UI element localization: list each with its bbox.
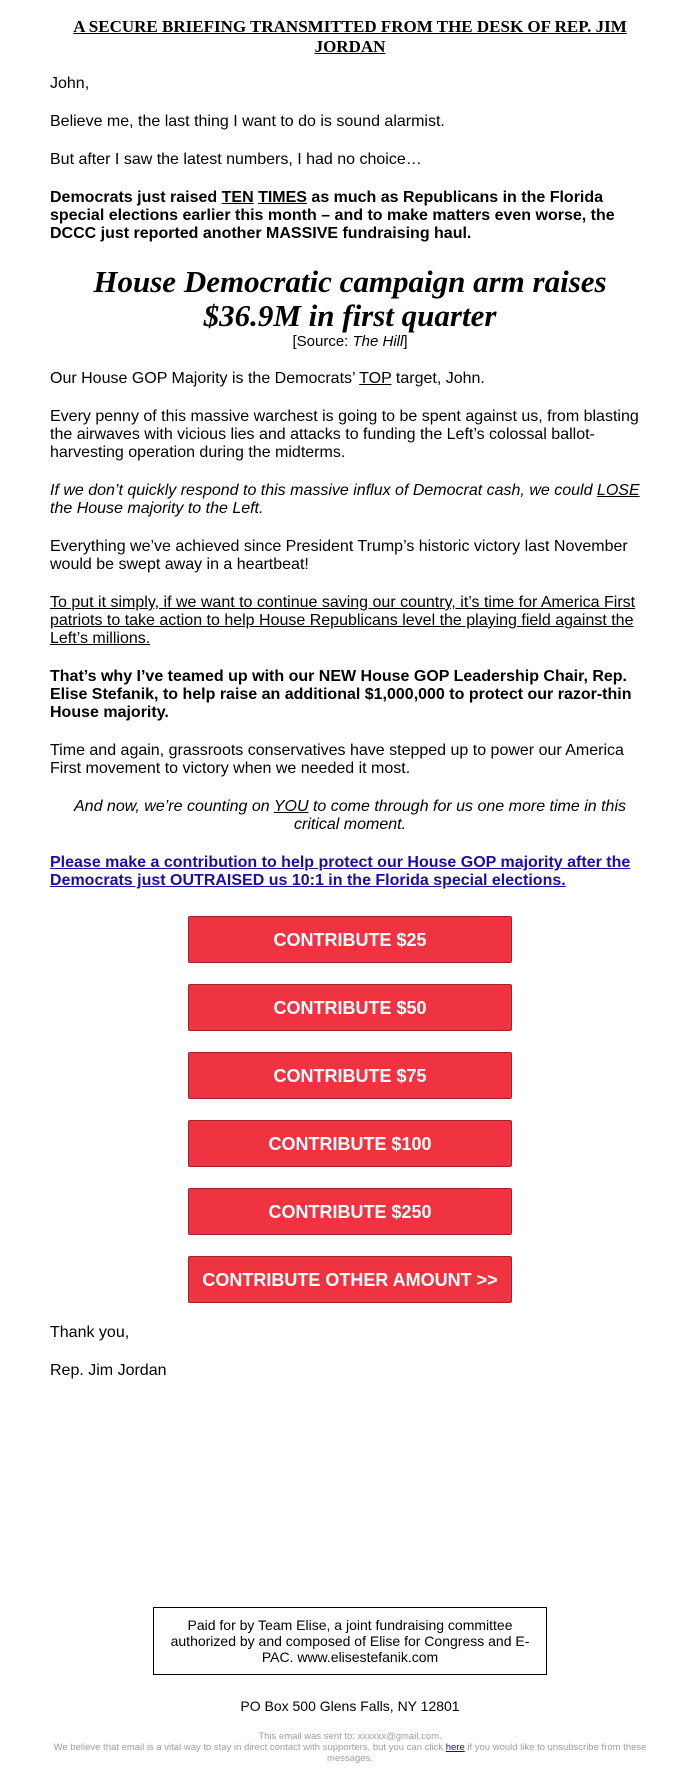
contribution-buttons	[50, 916, 650, 1303]
headline-source	[50, 333, 650, 350]
ten-emphasis: TEN	[221, 189, 254, 206]
top-target-lead: Our House GOP Majority is the Democrats’	[50, 370, 360, 387]
counting-lead: And now, we’re counting on	[74, 798, 274, 815]
contribute-250-button[interactable]: CONTRIBUTE $250	[188, 1188, 512, 1235]
mailing-address: PO Box 500 Glens Falls, NY 12801	[240, 1698, 460, 1714]
contribute-25-button[interactable]: CONTRIBUTE $25	[188, 916, 512, 963]
paragraph-counting-on-you	[50, 798, 650, 834]
lose-rest: the House majority to the Left.	[50, 500, 264, 517]
paragraph-intro: Believe me, the last thing I want to do is sound alarmist.	[50, 113, 445, 130]
contribute-50-button[interactable]: CONTRIBUTE $50	[188, 984, 512, 1031]
news-headline: House Democratic campaign arm raises $36.9M in first quarter	[93, 264, 607, 333]
contribute-100-button[interactable]: CONTRIBUTE $100	[188, 1120, 512, 1167]
unsubscribe-notice	[50, 1742, 650, 1764]
paragraph-top-target	[50, 370, 650, 388]
email-body	[50, 0, 650, 1380]
times-emphasis: TIMES	[258, 189, 307, 206]
lose-lead: If we don’t quickly respond to this massive influx of Democrat cash, we could	[50, 482, 597, 499]
unsubscribe-lead: We believe that email is a vital way to stay in direct contact with supporters, but you can click	[53, 1742, 446, 1753]
paragraph-ten-times	[50, 189, 650, 243]
paragraph-grassroots: Time and again, grassroots conservatives have stepped up to power our America First movement to victory when we needed it most.	[50, 742, 624, 777]
top-emphasis: TOP	[359, 370, 392, 387]
source-suffix: ]	[403, 333, 408, 350]
thank-you: Thank you,	[50, 1324, 130, 1341]
contribute-75-button[interactable]: CONTRIBUTE $75	[188, 1052, 512, 1099]
signature-name: Rep. Jim Jordan	[50, 1362, 167, 1379]
salutation: John,	[50, 75, 90, 92]
contribute-other-amount-button[interactable]: CONTRIBUTE OTHER AMOUNT >>	[188, 1256, 512, 1303]
paid-for-disclaimer: Paid for by Team Elise, a joint fundraising committee authorized by and composed of Elise for Congress and E-PAC. www.elisestefanik.com	[153, 1607, 547, 1675]
contribution-link[interactable]: Please make a contribution to help protect our House GOP majority after the Democrats just OUTRAISED us 10:1 in the Florida special elections.	[50, 854, 631, 889]
briefing-header: A SECURE BRIEFING TRANSMITTED FROM THE DESK OF REP. JIM JORDAN	[73, 17, 627, 56]
paragraph-take-action: To put it simply, if we want to continue saving our country, it’s time for America First patriots to take action to help House Republicans level the playing field against the Left’s millions.	[50, 594, 636, 647]
source-name: The Hill	[352, 333, 404, 350]
paragraph-teamed-up: That’s why I’ve teamed up with our NEW House GOP Leadership Chair, Rep. Elise Stefanik, to help raise an additional $1,000,000 to protect our razor-thin House majority.	[50, 668, 632, 721]
unsubscribe-link[interactable]: here	[445, 1742, 465, 1753]
paragraph-no-choice: But after I saw the latest numbers, I had no choice…	[50, 151, 422, 168]
paragraph-achievements: Everything we’ve achieved since President Trump’s historic victory last November would be swept away in a heartbeat!	[50, 538, 628, 573]
source-prefix: [Source:	[292, 333, 353, 350]
ten-times-rest: as much as Republicans in the Florida special elections earlier this month – and to make matters even worse, the DCCC just reported another MASSIVE fundraising haul.	[50, 189, 615, 242]
sent-to-notice: This email was sent to: xxxxxx@gmail.com.	[258, 1731, 442, 1742]
top-target-rest: target, John.	[391, 370, 485, 387]
counting-rest: to come through for us one more time in this critical moment.	[293, 798, 626, 833]
you-emphasis: YOU	[273, 798, 309, 815]
ten-times-lead: Democrats just raised	[50, 189, 222, 206]
paragraph-lose-house	[50, 482, 650, 518]
fine-print	[50, 1731, 650, 1764]
paragraph-warchest: Every penny of this massive warchest is going to be spent against us, from blasting the airwaves with vicious lies and attacks to funding the Left’s colossal ballot-harvesting operation during the midterms.	[50, 408, 639, 461]
lose-emphasis: LOSE	[596, 482, 640, 499]
unsubscribe-rest: if you would like to unsubscribe from these messages.	[327, 1742, 647, 1764]
